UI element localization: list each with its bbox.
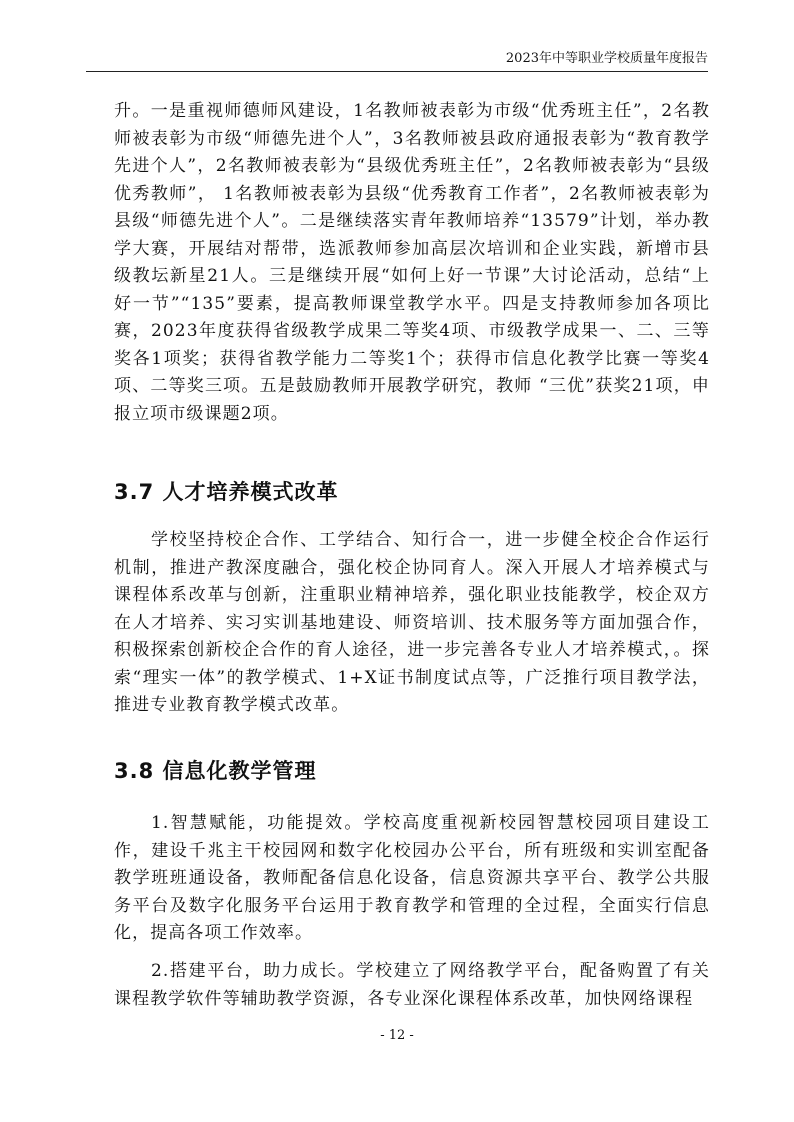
section-3-7-heading: 3.7 人才培养模式改革 xyxy=(114,480,339,504)
page-number: - 12 - xyxy=(380,1028,414,1043)
section-3-7-paragraph: 学校坚持校企合作、工学结合、知行合一，进一步健全校企合作运行机制，推进产教深度融合，强化校企协同育人。深入开展人才培养模式与课程体系改革与创新，注重职业精神培养，强化职业技能教学，校企双方在人才培养、实习实训基地建设、师资培训、技术服务等方面加强合作，积极探索创新校企合作的育人途径，进一步完善各专业人才培养模式，。探索“理实一体”的教学模式、1+X证书制度试点等，广泛推行项目教学法，推进专业教育教学模式改革。 xyxy=(114,530,710,715)
section-3-8-paragraph-2: 2.搭建平台，助力成长。学校建立了网络教学平台，配备购置了有关课程教学软件等辅助教学资源，各专业深化课程体系改革，加快网络课程 xyxy=(114,961,710,1009)
section-3-8-heading: 3.8 信息化教学管理 xyxy=(114,759,317,783)
header-divider xyxy=(86,71,708,72)
section-3-8-paragraph-1: 1.智慧赋能，功能提效。学校高度重视新校园智慧校园项目建设工作，建设千兆主干校园网和数字化校园办公平台，所有班级和实训室配备教学班班通设备，教师配备信息化设备，信息资源共享平台、教学公共服务平台及数字化服务平台运用于教育教学和管理的全过程，全面实行信息化，提高各项工作效率。 xyxy=(114,813,710,943)
report-header-title: 2023年中等职业学校质量年度报告 xyxy=(505,51,708,66)
continued-paragraph: 升。一是重视师德师风建设，1名教师被表彰为市级“优秀班主任”，2名教师被表彰为市级“师德先进个人”，3名教师被县政府通报表彰为“教育教学先进个人”，2名教师被表彰为“县级优秀班主任”，2名教师被表彰为“县级优秀教师”， 1名教师被表彰为县级“优秀教育工作者”，2名教师被表彰为县级“师德先进个人”。二是继续落实青年教师培养“13579”计划，举办教学大赛，开展结对帮带，选派教师参加高层次培训和企业实践，新增市县级教坛新星21人。三是继续开展“如何上好一节课”大讨论活动，总结“上好一节”“135”要素，提高教师课堂教学水平。四是支持教师参加各项比赛，2023年度获得省级教学成果二等奖4项、市级教学成果一、二、三等奖各1项奖；获得省教学能力二等奖1个；获得市信息化教学比赛一等奖4项、二等奖三项。五是鼓励教师开展教学研究，教师 “三优”获奖21项，申报立项市级课题2项。 xyxy=(114,101,710,424)
